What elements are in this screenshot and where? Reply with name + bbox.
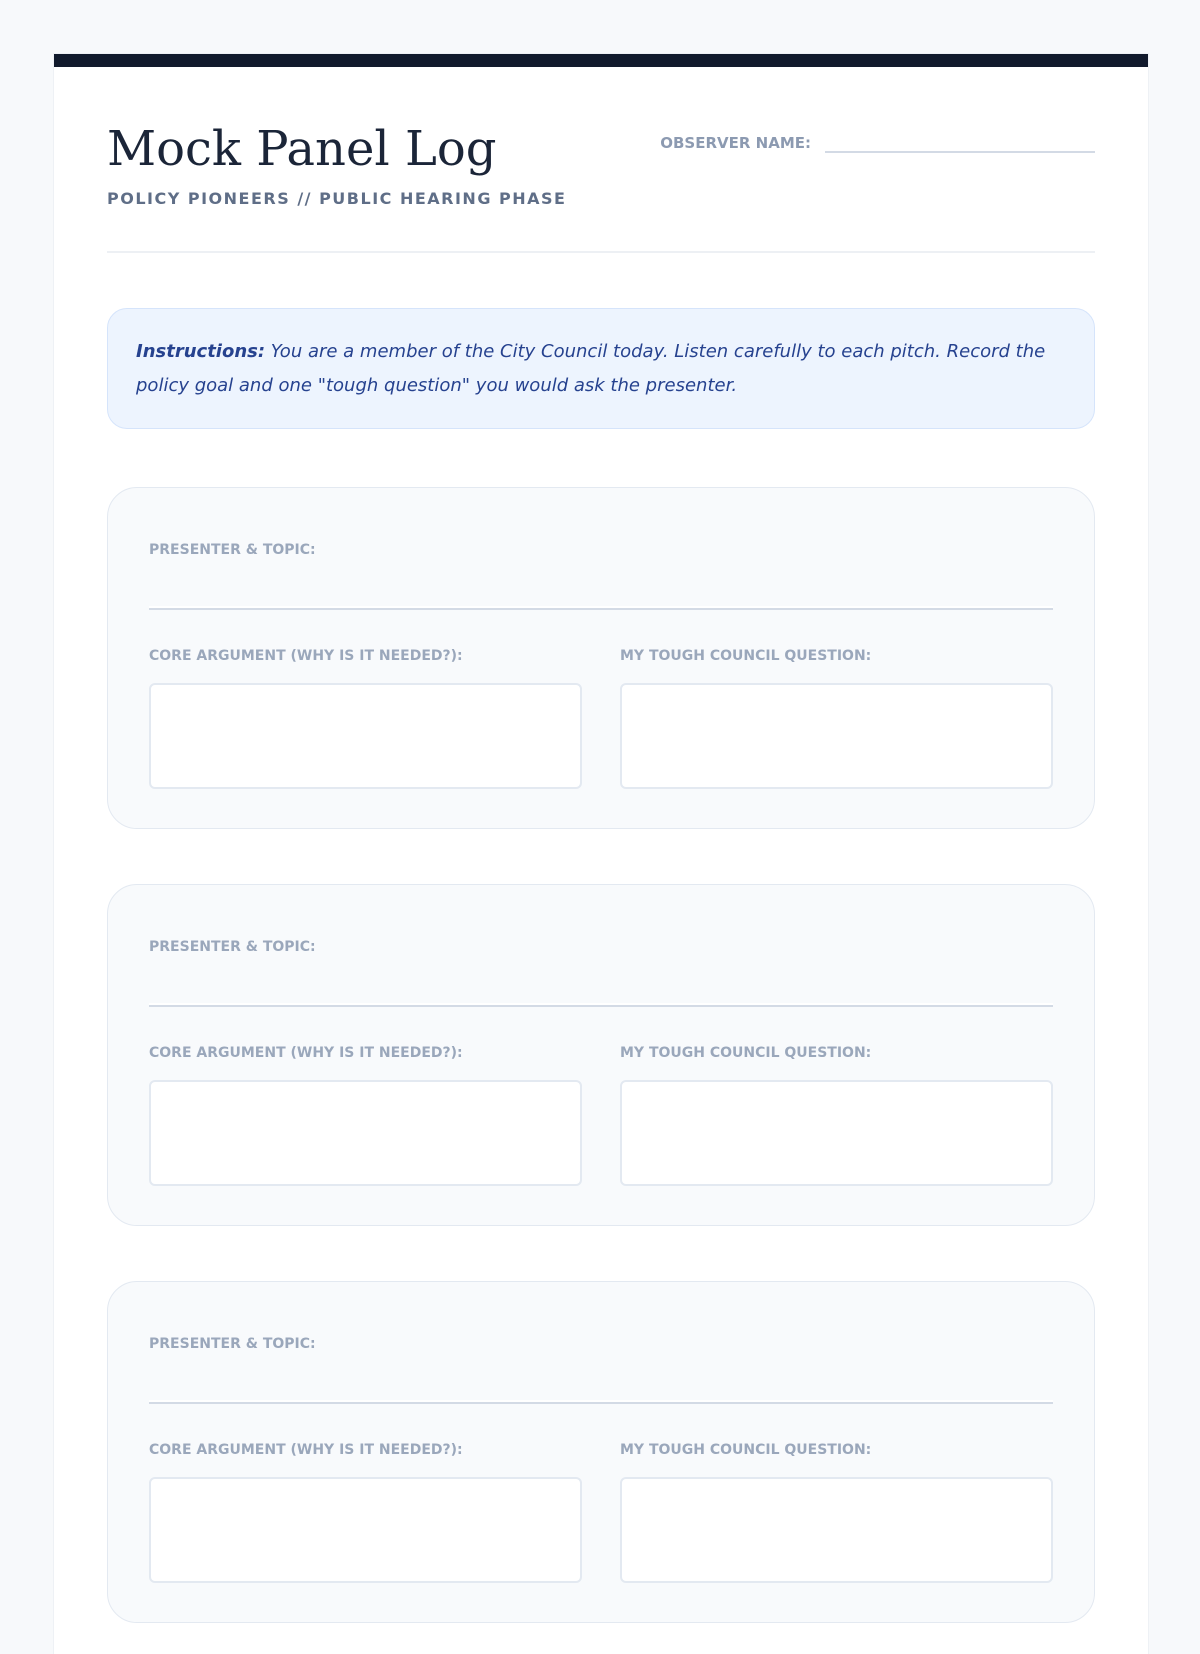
presentation-entry-card bbox=[107, 884, 1095, 1226]
presenter-topic-label: PRESENTER & TOPIC: bbox=[149, 939, 316, 955]
instructions-text: You are a member of the City Council today. Listen carefully to each pitch. Record the policy goal and one "tough question" you would ask the presenter. bbox=[136, 341, 1046, 396]
core-argument-label: CORE ARGUMENT (WHY IS IT NEEDED?): bbox=[149, 648, 463, 664]
core-argument-label: CORE ARGUMENT (WHY IS IT NEEDED?): bbox=[149, 1442, 463, 1458]
core-argument-textbox[interactable] bbox=[149, 683, 582, 789]
presentation-entry-card bbox=[107, 487, 1095, 829]
tough-question-textbox[interactable] bbox=[620, 1477, 1053, 1583]
core-argument-textbox[interactable] bbox=[149, 1477, 582, 1583]
observer-name-field-group bbox=[660, 127, 1095, 153]
tough-question-label: MY TOUGH COUNCIL QUESTION: bbox=[620, 648, 872, 664]
instructions-lead: Instructions: bbox=[136, 341, 266, 362]
tough-question-textbox[interactable] bbox=[620, 683, 1053, 789]
presenter-topic-input[interactable] bbox=[149, 1400, 1053, 1404]
observer-name-label: OBSERVER NAME: bbox=[660, 134, 811, 152]
core-argument-label: CORE ARGUMENT (WHY IS IT NEEDED?): bbox=[149, 1045, 463, 1061]
page-subtitle: POLICY PIONEERS // PUBLIC HEARING PHASE bbox=[107, 189, 567, 208]
instructions-box bbox=[107, 308, 1095, 429]
worksheet-page bbox=[54, 54, 1148, 1654]
header-divider bbox=[107, 251, 1095, 253]
presenter-topic-input[interactable] bbox=[149, 606, 1053, 610]
tough-question-label: MY TOUGH COUNCIL QUESTION: bbox=[620, 1045, 872, 1061]
page-title: Mock Panel Log bbox=[107, 121, 497, 177]
presenter-topic-label: PRESENTER & TOPIC: bbox=[149, 1336, 316, 1352]
core-argument-textbox[interactable] bbox=[149, 1080, 582, 1186]
tough-question-textbox[interactable] bbox=[620, 1080, 1053, 1186]
tough-question-label: MY TOUGH COUNCIL QUESTION: bbox=[620, 1442, 872, 1458]
presentation-entry-card bbox=[107, 1281, 1095, 1623]
observer-name-input[interactable] bbox=[825, 127, 1095, 153]
presenter-topic-input[interactable] bbox=[149, 1003, 1053, 1007]
presenter-topic-label: PRESENTER & TOPIC: bbox=[149, 542, 316, 558]
